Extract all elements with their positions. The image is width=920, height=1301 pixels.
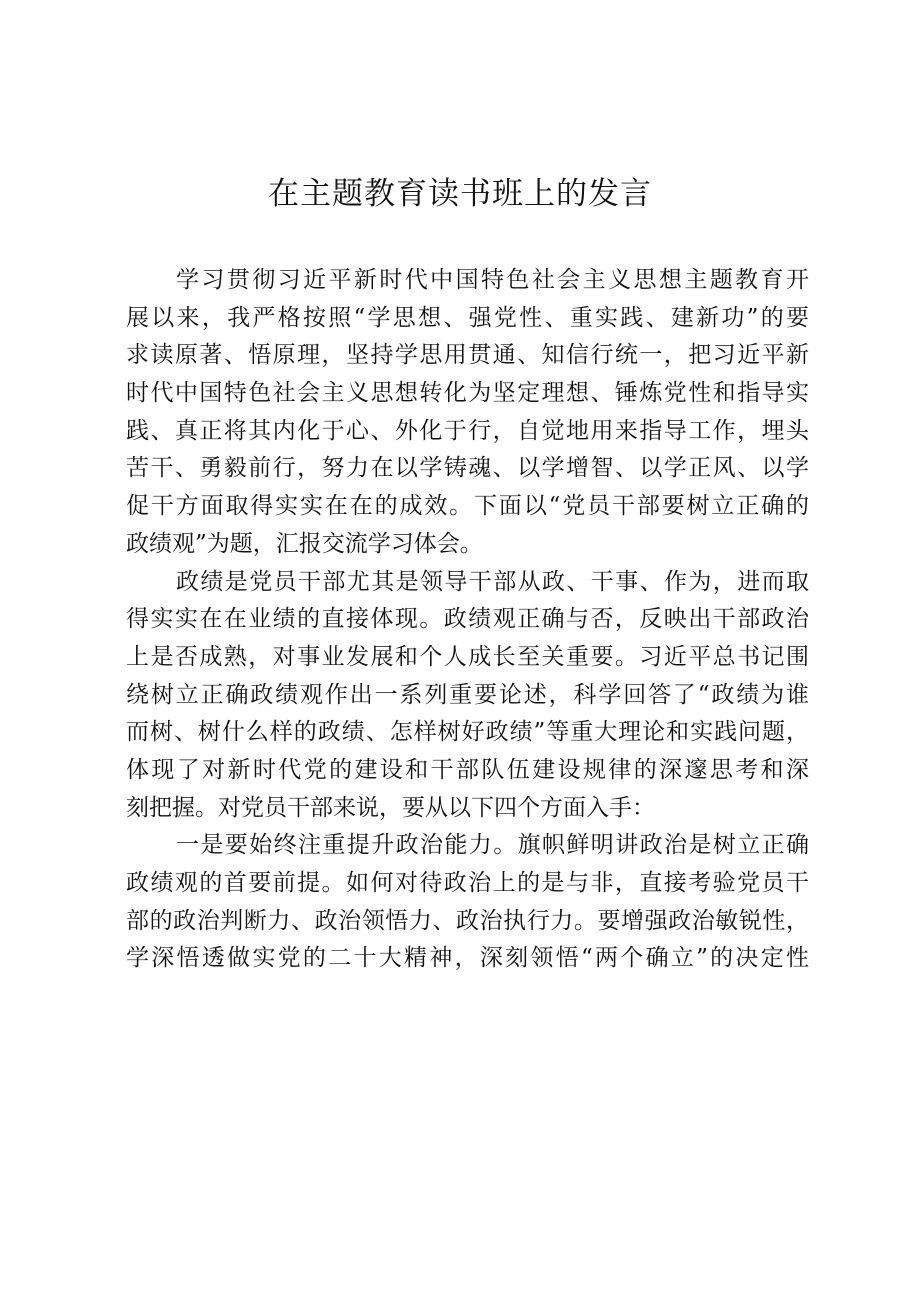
paragraph-1-line-8: 政绩观”为题，汇报交流学习体会。 — [126, 530, 483, 557]
paragraph-1-line-5: 践、真正将其内化于心、外化于行，自觉地用来指导工作，埋头 — [126, 417, 809, 444]
paragraph-2-line-3: 上是否成熟，对事业发展和个人成长至关重要。习近平总书记围 — [126, 643, 809, 670]
paragraph-1-line-3: 求读原著、悟原理，坚持学思用贯通、知信行统一，把习近平新 — [126, 342, 809, 369]
paragraph-2-line-2: 得实实在在业绩的直接体现。政绩观正确与否，反映出干部政治 — [126, 606, 809, 633]
document-body — [126, 262, 809, 978]
paragraph-3-line-2: 政绩观的首要前提。如何对待政治上的是与非，直接考验党员干 — [126, 870, 809, 896]
paragraph-3-line-1: 一是要始终注重提升政治能力。旗帜鲜明讲政治是树立正确 — [176, 832, 809, 859]
paragraph-1-line-6: 苦干、勇毅前行，努力在以学铸魂、以学增智、以学正风、以学 — [126, 455, 809, 482]
paragraph-2-line-4: 绕树立正确政绩观作出一系列重要论述，科学回答了“政绩为谁 — [126, 681, 809, 708]
paragraph-3-line-4: 学深悟透做实党的二十大精神，深刻领悟“两个确立”的决定性 — [126, 945, 809, 972]
paragraph-3-line-3: 部的政治判断力、政治领悟力、政治执行力。要增强政治敏锐性， — [126, 907, 809, 934]
paragraph-2-line-7: 刻把握。对党员干部来说，要从以下四个方面入手： — [126, 794, 655, 821]
paragraph-1-line-7: 促干方面取得实实在在的成效。下面以“党员干部要树立正确的 — [126, 493, 809, 520]
document-title: 在主题教育读书班上的发言 — [268, 176, 652, 212]
paragraph-2-line-1: 政绩是党员干部尤其是领导干部从政、干事、作为，进而取 — [176, 568, 809, 595]
paragraph-1-line-1: 学习贯彻习近平新时代中国特色社会主义思想主题教育开 — [176, 267, 809, 293]
paragraph-2-line-5: 而树、树什么样的政绩、怎样树好政绩”等重大理论和实践问题， — [126, 719, 809, 746]
paragraph-1-line-4: 时代中国特色社会主义思想转化为坚定理想、锤炼党性和指导实 — [126, 380, 809, 407]
paragraph-1-line-2: 展以来，我严格按照“学思想、强党性、重实践、建新功”的要 — [126, 304, 809, 331]
paragraph-2-line-6: 体现了对新时代党的建设和干部队伍建设规律的深邃思考和深 — [126, 756, 809, 783]
